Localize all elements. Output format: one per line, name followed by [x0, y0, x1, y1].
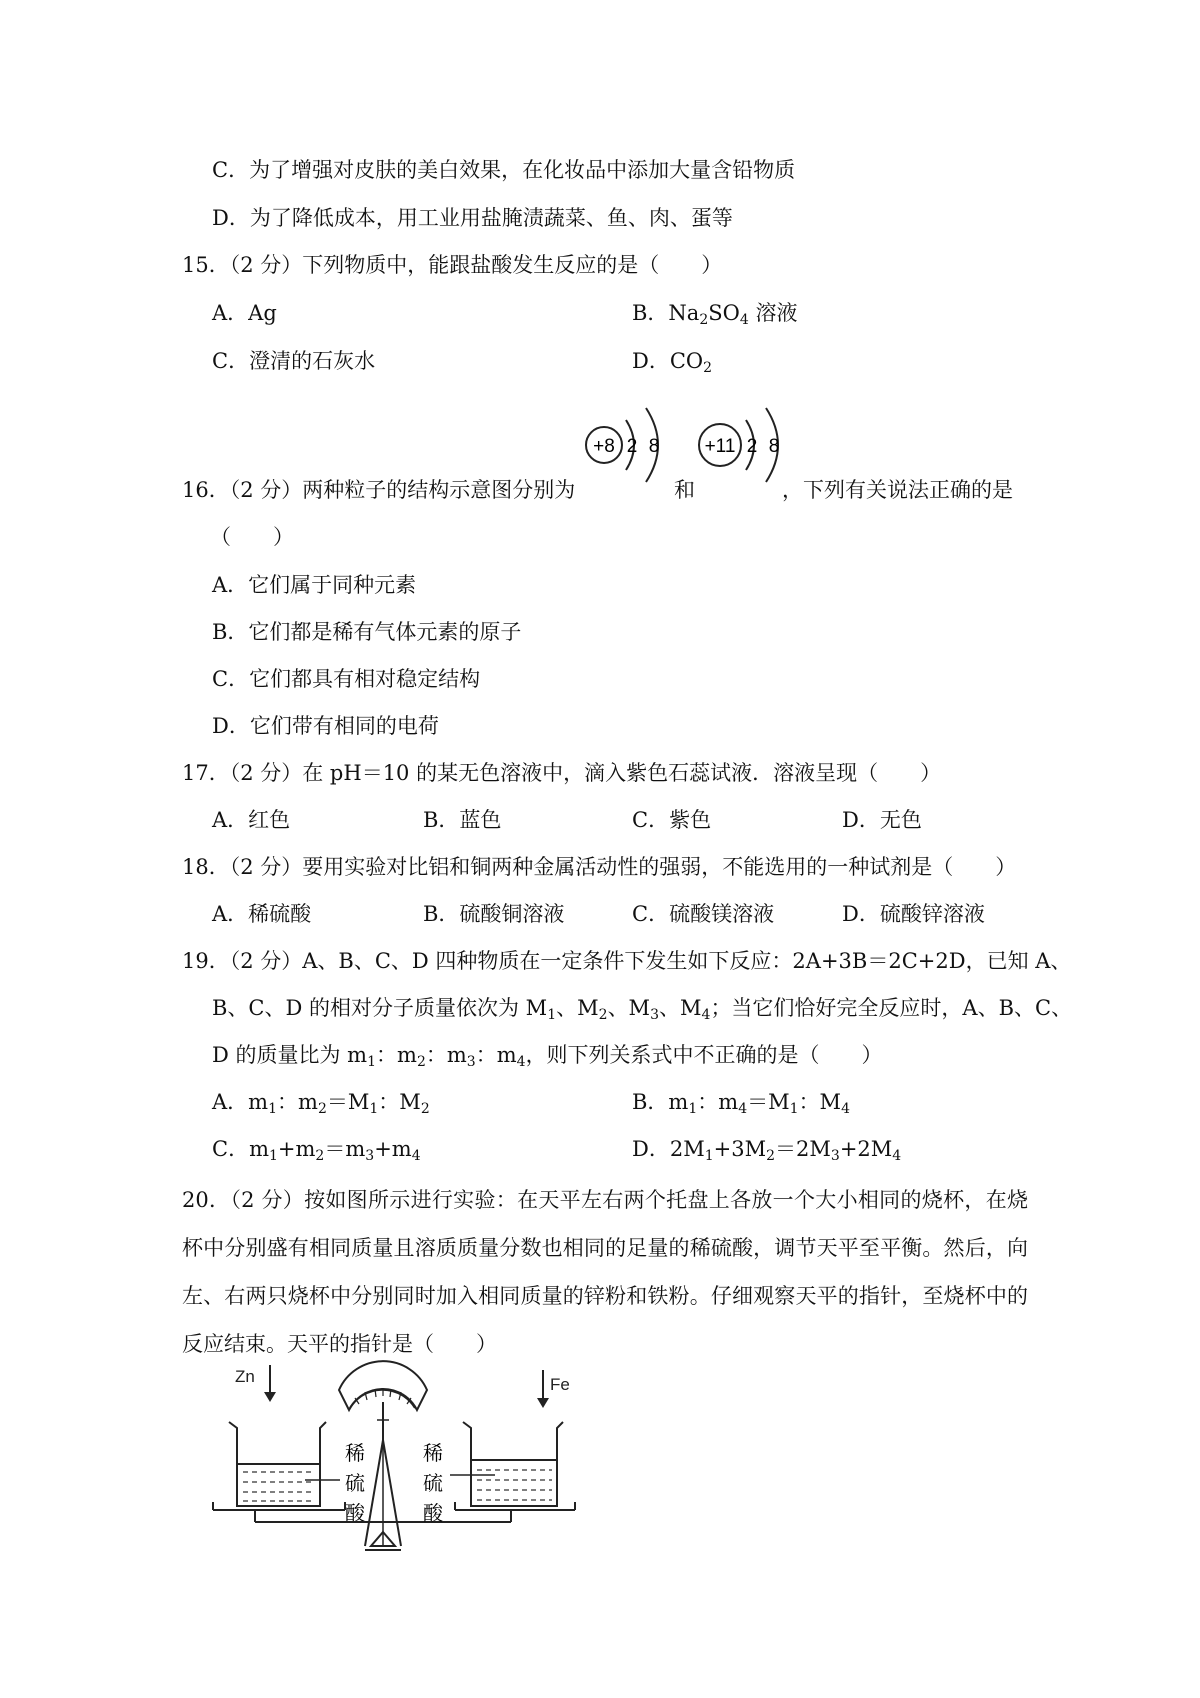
q18-stem: 18．（2 分）要用实验对比铝和铜两种金属活动性的强弱，不能选用的一种试剂是（ ）: [182, 855, 1017, 879]
q17-stem: 17．（2 分）在 pH＝10 的某无色溶液中，滴入紫色石蕊试液．溶液呈现（ ）: [182, 761, 942, 785]
q18-option-b: B．硫酸铜溶液: [423, 902, 565, 926]
q15-option-c: C．澄清的石灰水: [212, 349, 376, 373]
left-acid-dashes: [243, 1472, 315, 1501]
q15-option-b: B．$Na_2SO_4$ 溶液: [632, 301, 798, 328]
q17-option-b: B．蓝色: [423, 808, 502, 832]
left-acid-label-char: 硫: [345, 1473, 365, 1495]
shell-electron-count: 2: [746, 436, 758, 457]
q16-and-word: 和: [674, 478, 695, 502]
arrow-head: [264, 1392, 276, 1402]
atom-structure-diagram-oxygen-ion: [582, 390, 682, 500]
q19-stem-line2: B、C、D 的相对分子质量依次为 $M_1$、$M_2$、$M_3$、$M_4$；当它们恰好完全反应时，A、B、C、: [212, 996, 1073, 1023]
shell-electron-count: 8: [648, 436, 660, 457]
q19-stem-line3: D 的质量比为 $m_1$：$m_2$：$m_3$：$m_4$，则下列关系式中不正确的是（ ）: [212, 1043, 883, 1070]
q19-option-d: D．$2M_1+3M_2=2M_3+2M_4$: [632, 1137, 902, 1164]
q19-stem-line1: 19．（2 分）A、B、C、D 四种物质在一定条件下发生如下反应：2A+3B＝2C+2D，已知 A、: [182, 949, 1072, 973]
balance-experiment-figure: [205, 1360, 625, 1560]
q14-option-c: C．为了增强对皮肤的美白效果，在化妆品中添加大量含铅物质: [212, 158, 796, 182]
arrow-head: [537, 1398, 549, 1408]
q16-stem: 16．（2 分）两种粒子的结构示意图分别为: [182, 478, 576, 502]
nucleus-charge: +8: [593, 436, 615, 457]
q19-option-b: B．$m_1$：$m_4=M_1$：$M_4$: [632, 1090, 850, 1117]
q17-option-a: A．红色: [212, 808, 291, 832]
q20-stem: 20．（2 分）按如图所示进行实验：在天平左右两个托盘上各放一个大小相同的烧杯，在烧杯中分别盛有相同质量且溶质质量分数也相同的足量的稀硫酸，调节天平至平衡。然后，向左、右两只烧杯中分别同时加入相同质量的锌粉和铁粉。仔细观察天平的指针，至烧杯中的反应结束。天平的指针是（ ）: [182, 1188, 1028, 1356]
right-beaker: [463, 1422, 563, 1506]
q16-stem-tail: ，下列有关说法正确的是: [782, 478, 1013, 502]
zinc-label: Zn: [235, 1367, 255, 1386]
q18-option-a: A．稀硫酸: [212, 902, 312, 926]
shell-electron-count: 2: [626, 436, 638, 457]
shell-electron-count: 8: [768, 436, 780, 457]
q17-option-c: C．紫色: [632, 808, 712, 832]
q14-option-d: D．为了降低成本，用工业用盐腌渍蔬菜、鱼、肉、蛋等: [212, 206, 733, 230]
q16-option-d: D．它们带有相同的电荷: [212, 714, 439, 738]
q19-option-a: A．$m_1$：$m_2=M_1$：$M_2$: [212, 1090, 430, 1117]
right-acid-label-char: 硫: [423, 1473, 443, 1495]
q15-option-a: A．Ag: [212, 301, 277, 325]
atom-structure-diagram-sodium-ion: [694, 390, 804, 500]
right-acid-label-char: 稀: [423, 1443, 443, 1465]
q15-option-d: D．$CO_2$: [632, 349, 713, 376]
right-acid-label-char: 酸: [423, 1503, 443, 1525]
q17-option-d: D．无色: [842, 808, 922, 832]
q15-stem: 15．（2 分）下列物质中，能跟盐酸发生反应的是（ ）: [182, 253, 723, 277]
q18-option-c: C．硫酸镁溶液: [632, 902, 775, 926]
balance-stand: [365, 1440, 383, 1546]
q16-option-b: B．它们都是稀有气体元素的原子: [212, 620, 522, 644]
left-acid-label-char: 稀: [345, 1443, 365, 1465]
q16-option-a: A．它们属于同种元素: [212, 573, 417, 597]
q19-option-c: C．$m_1+m_2=m_3+m_4$: [212, 1137, 421, 1164]
left-acid-label-char: 酸: [345, 1503, 365, 1525]
left-beaker: [229, 1422, 326, 1506]
nucleus-charge: +11: [704, 436, 736, 457]
q16-answer-paren: （ ）: [210, 525, 294, 549]
q18-option-d: D．硫酸锌溶液: [842, 902, 985, 926]
iron-label: Fe: [550, 1375, 570, 1394]
q16-option-c: C．它们都具有相对稳定结构: [212, 667, 481, 691]
